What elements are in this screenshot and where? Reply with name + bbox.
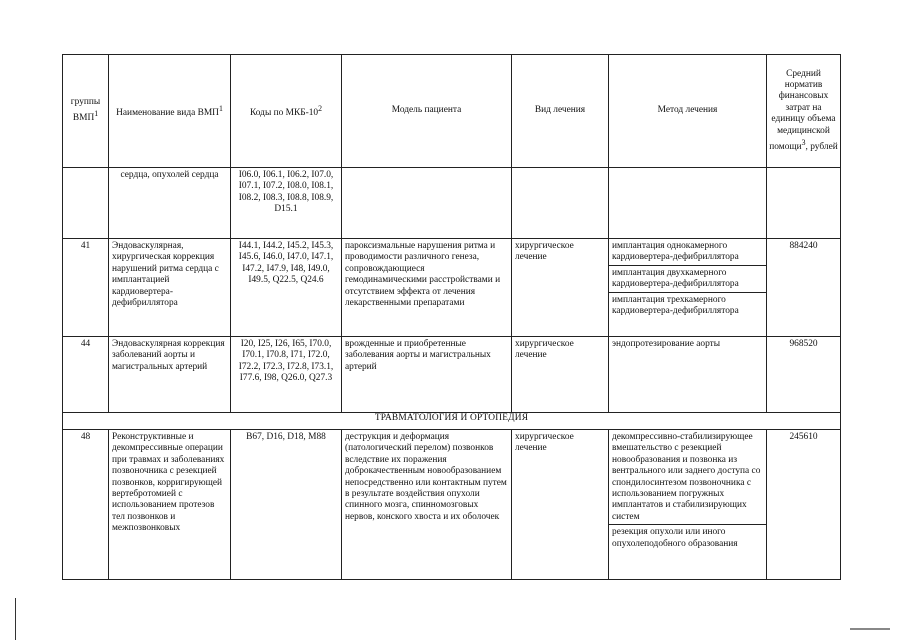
cell-icd-codes: I44.1, I44.2, I45.2, I45.3, I45.6, I46.0, I47.0, I47.1, I47.2, I47.9, I48, I49.0, I49.5, Q22.5, Q24.6 [231,239,342,337]
vmp-table [62,54,841,580]
scan-mark [850,628,890,630]
cell-patient-model [342,168,512,239]
cell-vmp-name: Эндоваскулярная, хирургическая коррекция нарушений ритма сердца с имплантацией кардиовертера-дефибриллятора [109,239,231,337]
table-row [63,337,841,413]
header-vmp-name: Наименование вида ВМП$^1$ [109,55,231,168]
cell-icd-codes: I20, I25, I26, I65, I70.0, I70.1, I70.8, I71, I72.0, I72.2, I72.3, I72.8, I73.1, I77.6, I98, Q26.0, Q27.3 [231,337,342,413]
cell-treatment-type [512,168,609,239]
method-item: имплантация двухкамерного кардиовертера-дефибриллятора [609,266,766,293]
cell-icd-codes: B67, D16, D18, M88 [231,430,342,580]
header-patient-model: Модель пациента [342,55,512,168]
cell-treatment-method: эндопротезирование аорты [609,337,767,413]
cell-treatment-type: хирургическое лечение [512,337,609,413]
table-header-row [63,55,841,168]
header-cost: Средний норматив финансовых затрат на единицу объема медицинской помощи$^3$, рублей [767,55,841,168]
method-item: имплантация однокамерного кардиовертера-дефибриллятора [609,239,766,266]
header-treatment-method: Метод лечения [609,55,767,168]
header-treatment-type: Вид лечения [512,55,609,168]
table-row [63,168,841,239]
table-row [63,430,841,580]
cell-group: 41 [63,239,109,337]
cell-treatment-type: хирургическое лечение [512,239,609,337]
cell-group [63,168,109,239]
method-item: резекция опухоли или иного опухолеподобного образования [612,527,738,549]
cell-treatment-method [609,430,767,580]
section-row [63,413,841,430]
cell-patient-model: деструкция и деформация (патологический перелом) позвонков вследствие их поражения доброкачественным новообразованием непосредственно или контактным путем в результате воздействия опухоли спинного мозга, спинномозговых нервов, конского хвоста и их оболочек [342,430,512,580]
page-margin-line [15,598,16,640]
cell-cost: 968520 [767,337,841,413]
header-icd-codes: Коды по МКБ-$10^2$ [231,55,342,168]
cell-treatment-method [609,239,767,337]
cell-icd-codes: I06.0, I06.1, I06.2, I07.0, I07.1, I07.2, I08.0, I08.1, I08.2, I08.3, I08.8, I08.9, D15.1 [231,168,342,239]
cell-cost [767,168,841,239]
header-group: группы ВМП$^1$ [63,55,109,168]
method-item: имплантация трехкамерного кардиовертера-дефибриллятора [612,294,739,317]
cell-treatment-method [609,168,767,239]
cell-group: 48 [63,430,109,580]
cell-cost: 884240 [767,239,841,337]
cell-patient-model: врожденные и приобретенные заболевания аорты и магистральных артерий [342,337,512,413]
table-row [63,239,841,337]
method-item: декомпрессивно-стабилизирующее вмешательство с резекцией новообразования и позвонка из вентрального или заднего доступа со спондилосинтезом позвоночника с использованием погружных имплантатов и стабилизирующих систем [609,430,766,525]
cell-treatment-type: хирургическое лечение [512,430,609,580]
cell-vmp-name: сердца, опухолей сердца [109,168,231,239]
cell-vmp-name: Эндоваскулярная коррекция заболеваний аорты и магистральных артерий [109,337,231,413]
cell-vmp-name: Реконструктивные и декомпрессивные операции при травмах и заболеваниях позвоночника с резекцией позвонков, корригирующей вертебротомией с использованием протезов тел позвонков и межпозвонковых [109,430,231,580]
cell-patient-model: пароксизмальные нарушения ритма и проводимости различного генеза, сопровождающиеся гемодинамическими расстройствами и отсутствием эффекта от лечения лекарственными препаратами [342,239,512,337]
cell-group: 44 [63,337,109,413]
cell-cost: 245610 [767,430,841,580]
section-title: ТРАВМАТОЛОГИЯ И ОРТОПЕДИЯ [63,413,841,430]
